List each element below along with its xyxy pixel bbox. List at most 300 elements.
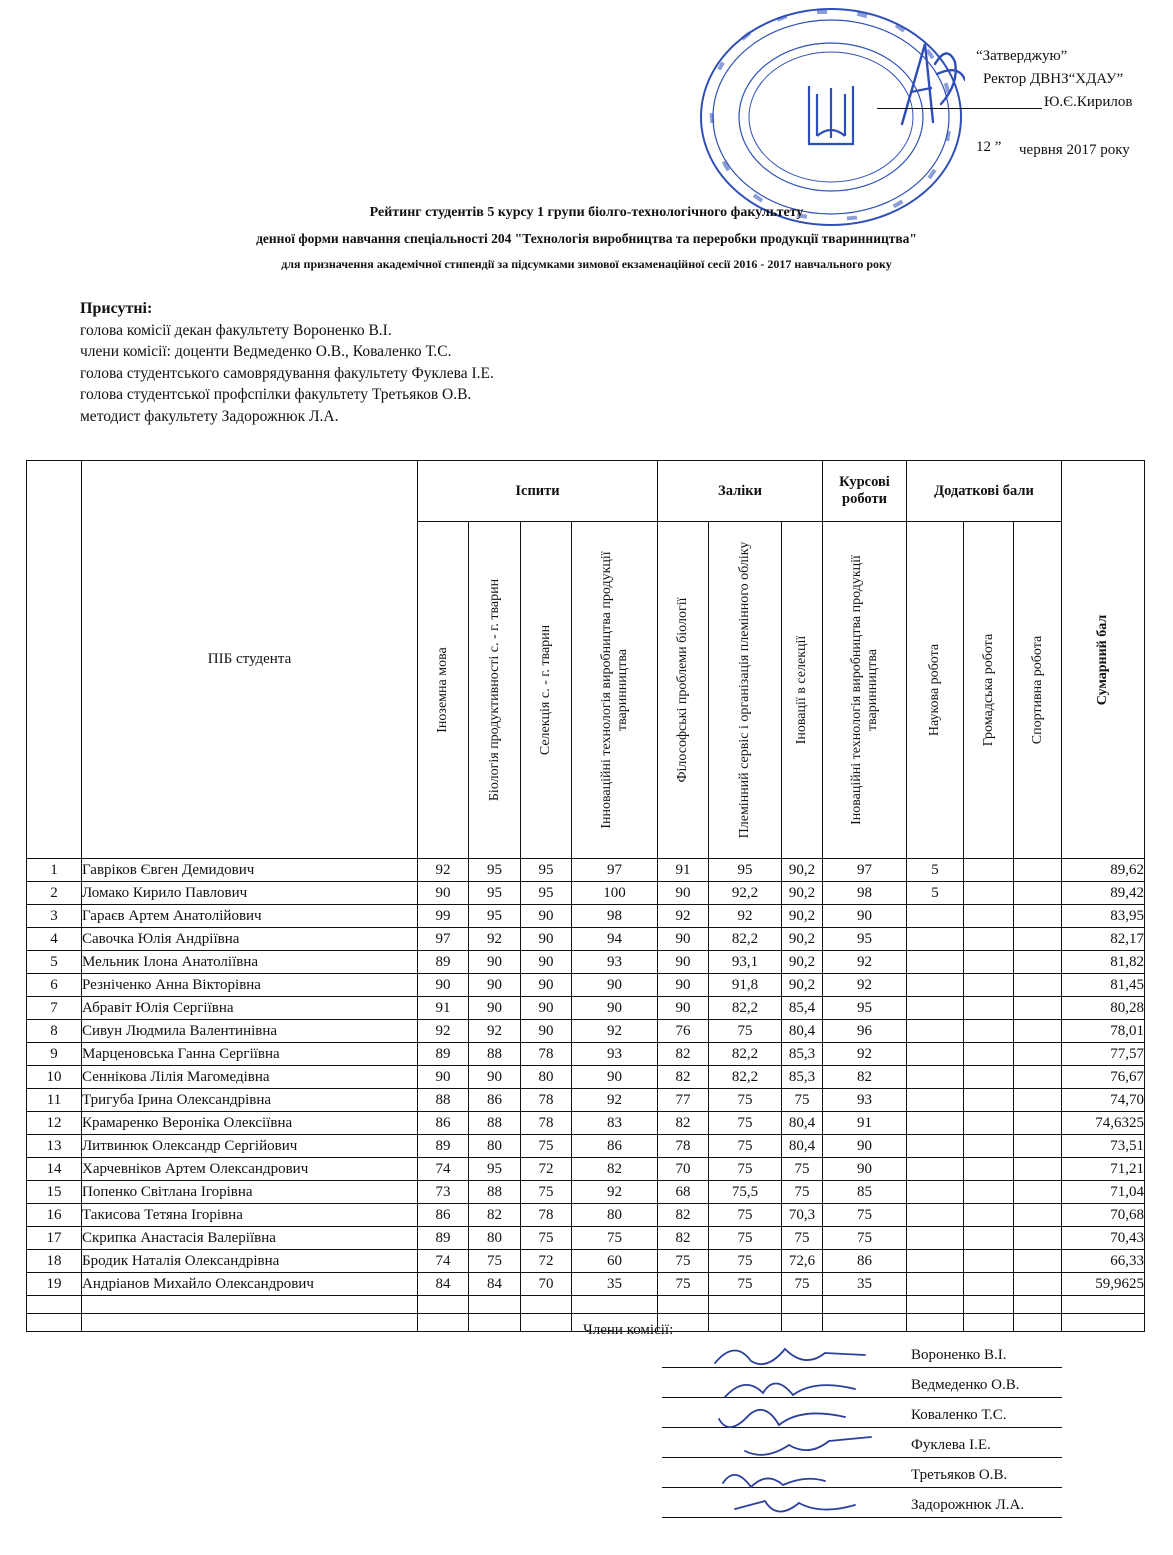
row-number: 7	[27, 997, 82, 1020]
empty-row	[27, 1296, 1145, 1314]
score-cell: 90	[469, 1066, 521, 1089]
score-cell	[1014, 1227, 1062, 1250]
score-cell	[964, 1181, 1014, 1204]
score-cell: 95	[469, 1158, 521, 1181]
score-cell: 90	[521, 997, 572, 1020]
total-score: 89,62	[1062, 859, 1145, 882]
student-name: Сеннікова Лілія Магомедівна	[82, 1066, 418, 1089]
score-cell: 78	[521, 1043, 572, 1066]
score-cell: 92	[572, 1181, 658, 1204]
score-cell: 92	[709, 905, 782, 928]
score-cell: 90	[469, 974, 521, 997]
table-row	[27, 1273, 1145, 1296]
score-cell	[1014, 882, 1062, 905]
row-number: 14	[27, 1158, 82, 1181]
score-cell	[907, 1273, 964, 1296]
score-cell: 85,3	[782, 1043, 823, 1066]
table-row	[27, 1089, 1145, 1112]
empty-cell	[907, 1296, 964, 1314]
table-row	[27, 1227, 1145, 1250]
total-score: 80,28	[1062, 997, 1145, 1020]
present-line: методист факультету Задорожнюк Л.А.	[80, 407, 339, 425]
score-cell: 78	[521, 1112, 572, 1135]
score-cell: 90	[658, 997, 709, 1020]
table-row	[27, 951, 1145, 974]
score-cell: 92	[823, 1043, 907, 1066]
total-score-header	[1062, 461, 1145, 859]
score-cell: 90	[469, 951, 521, 974]
empty-cell	[964, 1314, 1014, 1332]
column-header: Громадська робота	[964, 522, 1014, 859]
approval-date-rest: червня 2017 року	[1019, 142, 1130, 158]
score-cell: 86	[418, 1204, 469, 1227]
score-cell: 80	[572, 1204, 658, 1227]
score-cell: 99	[418, 905, 469, 928]
score-cell: 72	[521, 1250, 572, 1273]
score-cell	[1014, 1135, 1062, 1158]
table-row	[27, 1066, 1145, 1089]
score-cell: 95	[469, 882, 521, 905]
score-cell	[964, 859, 1014, 882]
total-score: 71,04	[1062, 1181, 1145, 1204]
row-number: 12	[27, 1112, 82, 1135]
empty-cell	[907, 1314, 964, 1332]
score-cell: 95	[469, 905, 521, 928]
score-cell: 75	[782, 1158, 823, 1181]
score-cell: 82,2	[709, 1043, 782, 1066]
empty-cell	[709, 1296, 782, 1314]
score-cell: 93	[572, 1043, 658, 1066]
score-cell	[964, 1250, 1014, 1273]
score-cell	[907, 1020, 964, 1043]
score-cell: 82	[572, 1158, 658, 1181]
score-cell: 75	[521, 1181, 572, 1204]
row-number: 8	[27, 1020, 82, 1043]
column-header: Племінний сервіс і організація племінного обліку	[709, 522, 782, 859]
row-number: 4	[27, 928, 82, 951]
score-cell	[907, 974, 964, 997]
total-score: 83,95	[1062, 905, 1145, 928]
total-score: 81,45	[1062, 974, 1145, 997]
score-cell: 84	[469, 1273, 521, 1296]
score-cell	[964, 997, 1014, 1020]
score-cell: 95	[823, 928, 907, 951]
score-cell	[907, 905, 964, 928]
total-score: 70,43	[1062, 1227, 1145, 1250]
approval-post: Ректор ДВНЗ“ХДАУ”	[983, 71, 1124, 87]
table-row	[27, 1181, 1145, 1204]
score-cell: 93	[572, 951, 658, 974]
student-name: Мельник Ілона Анатоліївна	[82, 951, 418, 974]
score-cell: 82	[658, 1043, 709, 1066]
commission-member-name: Третьяков О.В.	[911, 1467, 1008, 1483]
score-cell: 88	[469, 1112, 521, 1135]
column-header: Селекція с. - г. тварин	[521, 522, 572, 859]
score-cell: 82	[658, 1204, 709, 1227]
score-cell: 82,2	[709, 1066, 782, 1089]
score-cell	[907, 1112, 964, 1135]
score-cell: 75	[521, 1227, 572, 1250]
score-cell: 80	[521, 1066, 572, 1089]
score-cell: 82	[823, 1066, 907, 1089]
score-cell: 82	[658, 1066, 709, 1089]
total-score: 74,70	[1062, 1089, 1145, 1112]
empty-cell	[782, 1314, 823, 1332]
credits-group-header: Заліки	[658, 461, 823, 522]
column-header: Іноземна мова	[418, 522, 469, 859]
total-score: 89,42	[1062, 882, 1145, 905]
score-cell: 90	[572, 997, 658, 1020]
row-number: 16	[27, 1204, 82, 1227]
score-cell: 90	[823, 905, 907, 928]
score-cell: 100	[572, 882, 658, 905]
table-row	[27, 1250, 1145, 1273]
student-name: Бродик Наталія Олександрівна	[82, 1250, 418, 1273]
handwritten-signature	[705, 1401, 875, 1435]
score-cell: 75	[709, 1112, 782, 1135]
score-cell: 97	[418, 928, 469, 951]
score-cell: 75	[823, 1204, 907, 1227]
empty-cell	[1062, 1314, 1145, 1332]
empty-cell	[27, 1296, 82, 1314]
score-cell: 98	[823, 882, 907, 905]
document-title: Рейтинг студентів 5 курсу 1 групи біолго-технологічного факультету	[369, 205, 804, 220]
score-cell	[964, 951, 1014, 974]
score-cell: 72,6	[782, 1250, 823, 1273]
table-row	[27, 1043, 1145, 1066]
score-cell: 75	[709, 1250, 782, 1273]
score-cell	[1014, 1066, 1062, 1089]
score-cell: 90	[418, 1066, 469, 1089]
student-name: Андріанов Михайло Олександрович	[82, 1273, 418, 1296]
score-cell	[1014, 1020, 1062, 1043]
empty-cell	[469, 1314, 521, 1332]
total-score: 76,67	[1062, 1066, 1145, 1089]
score-cell	[964, 1112, 1014, 1135]
score-cell	[1014, 1181, 1062, 1204]
score-cell: 98	[572, 905, 658, 928]
row-number: 5	[27, 951, 82, 974]
score-cell: 90	[823, 1135, 907, 1158]
score-cell: 84	[418, 1273, 469, 1296]
score-cell	[907, 1089, 964, 1112]
score-cell: 90,2	[782, 974, 823, 997]
score-cell: 75	[782, 1089, 823, 1112]
row-number: 15	[27, 1181, 82, 1204]
student-name: Попенко Світлана Ігорівна	[82, 1181, 418, 1204]
score-cell: 82,2	[709, 928, 782, 951]
present-line: голова студентського самоврядування факультету Фуклева І.Е.	[80, 364, 494, 382]
student-name-header: ПІБ студента	[82, 461, 418, 859]
empty-cell	[82, 1296, 418, 1314]
score-cell: 68	[658, 1181, 709, 1204]
student-name: Гавріков Євген Демидович	[82, 859, 418, 882]
score-cell: 89	[418, 951, 469, 974]
commission-member-name: Фуклева І.Е.	[911, 1437, 991, 1453]
score-cell: 75	[709, 1273, 782, 1296]
score-cell	[1014, 1112, 1062, 1135]
score-cell	[1014, 905, 1062, 928]
student-name: Марценовська Ганна Сергіївна	[82, 1043, 418, 1066]
row-number: 17	[27, 1227, 82, 1250]
score-cell	[907, 951, 964, 974]
score-cell	[964, 1227, 1014, 1250]
score-cell: 90,2	[782, 882, 823, 905]
column-header: Спортивна робота	[1014, 522, 1062, 859]
score-cell: 80,4	[782, 1112, 823, 1135]
score-cell: 92	[823, 974, 907, 997]
score-cell	[907, 997, 964, 1020]
score-cell: 35	[572, 1273, 658, 1296]
score-cell: 90	[469, 997, 521, 1020]
score-cell	[964, 1066, 1014, 1089]
handwritten-signature	[705, 1371, 875, 1405]
score-cell: 88	[418, 1089, 469, 1112]
score-cell	[964, 1135, 1014, 1158]
student-name: Скрипка Анастасія Валеріївна	[82, 1227, 418, 1250]
empty-cell	[658, 1296, 709, 1314]
coursework-group-header: Курсові роботи	[823, 461, 907, 522]
row-number: 11	[27, 1089, 82, 1112]
score-cell: 90	[658, 882, 709, 905]
handwritten-signature	[705, 1431, 875, 1465]
score-cell: 91	[658, 859, 709, 882]
score-cell	[964, 974, 1014, 997]
student-name: Тригуба Ірина Олександрівна	[82, 1089, 418, 1112]
present-block	[80, 298, 494, 427]
score-cell	[907, 1043, 964, 1066]
total-score: 78,01	[1062, 1020, 1145, 1043]
score-cell: 76	[658, 1020, 709, 1043]
score-cell: 78	[521, 1089, 572, 1112]
score-cell: 90	[418, 882, 469, 905]
score-cell: 78	[521, 1204, 572, 1227]
score-cell	[907, 1250, 964, 1273]
score-cell	[907, 1227, 964, 1250]
student-name: Резніченко Анна Вікторівна	[82, 974, 418, 997]
score-cell: 74	[418, 1158, 469, 1181]
score-cell	[907, 928, 964, 951]
row-number: 9	[27, 1043, 82, 1066]
approval-date-day: 12 ”	[976, 139, 1002, 155]
handwritten-signature	[705, 1341, 875, 1375]
present-line: голова студентської профспілки факультету Третьяков О.В.	[80, 386, 472, 403]
score-cell	[1014, 1204, 1062, 1227]
score-cell	[907, 1204, 964, 1227]
table-row	[27, 1204, 1145, 1227]
rating-table	[26, 460, 1145, 1332]
score-cell: 97	[572, 859, 658, 882]
row-number: 19	[27, 1273, 82, 1296]
score-cell: 95	[521, 882, 572, 905]
score-cell	[964, 1043, 1014, 1066]
approval-signature-line	[877, 108, 1042, 109]
empty-cell	[782, 1296, 823, 1314]
row-number: 13	[27, 1135, 82, 1158]
score-cell: 92	[469, 928, 521, 951]
table-row	[27, 1112, 1145, 1135]
student-name: Ломако Кирило Павлович	[82, 882, 418, 905]
row-number: 6	[27, 974, 82, 997]
score-cell: 80,4	[782, 1135, 823, 1158]
score-cell: 75	[709, 1158, 782, 1181]
score-cell: 75,5	[709, 1181, 782, 1204]
score-cell: 75	[521, 1135, 572, 1158]
empty-cell	[1014, 1296, 1062, 1314]
student-name: Сивун Людмила Валентинівна	[82, 1020, 418, 1043]
row-number: 2	[27, 882, 82, 905]
student-name: Такисова Тетяна Ігорівна	[82, 1204, 418, 1227]
total-score: 73,51	[1062, 1135, 1145, 1158]
score-cell: 85	[823, 1181, 907, 1204]
score-cell	[907, 1135, 964, 1158]
score-cell: 75	[572, 1227, 658, 1250]
score-cell: 75	[709, 1135, 782, 1158]
score-cell: 75	[782, 1181, 823, 1204]
score-cell: 89	[418, 1135, 469, 1158]
score-cell: 90	[823, 1158, 907, 1181]
column-header: Наукова робота	[907, 522, 964, 859]
present-line: члени комісії: доценти Ведмеденко О.В., Коваленко Т.С.	[80, 343, 452, 360]
score-cell: 91,8	[709, 974, 782, 997]
score-cell	[1014, 1043, 1062, 1066]
score-cell: 90	[418, 974, 469, 997]
table-row	[27, 997, 1145, 1020]
student-name: Крамаренко Вероніка Олексіївна	[82, 1112, 418, 1135]
total-score: 82,17	[1062, 928, 1145, 951]
score-cell: 75	[782, 1273, 823, 1296]
score-cell: 78	[658, 1135, 709, 1158]
score-cell: 93	[823, 1089, 907, 1112]
empty-cell	[1014, 1314, 1062, 1332]
score-cell: 90	[572, 974, 658, 997]
score-cell: 85,3	[782, 1066, 823, 1089]
score-cell: 5	[907, 859, 964, 882]
column-header: Філософські проблеми біології	[658, 522, 709, 859]
present-heading: Присутні:	[80, 300, 153, 317]
score-cell: 88	[469, 1043, 521, 1066]
empty-cell	[418, 1314, 469, 1332]
table-row	[27, 905, 1145, 928]
empty-cell	[82, 1314, 418, 1332]
empty-cell	[823, 1314, 907, 1332]
total-score: 81,82	[1062, 951, 1145, 974]
score-cell: 70	[658, 1158, 709, 1181]
score-cell: 97	[823, 859, 907, 882]
score-cell	[1014, 928, 1062, 951]
score-cell: 90	[658, 974, 709, 997]
total-score: 59,9625	[1062, 1273, 1145, 1296]
empty-cell	[964, 1296, 1014, 1314]
table-row	[27, 928, 1145, 951]
empty-cell	[709, 1314, 782, 1332]
row-number: 1	[27, 859, 82, 882]
empty-cell	[1062, 1296, 1145, 1314]
commission-label: Члени комісії:	[583, 1322, 674, 1338]
score-cell: 73	[418, 1181, 469, 1204]
commission-member-name: Коваленко Т.С.	[911, 1407, 1007, 1423]
score-cell: 89	[418, 1043, 469, 1066]
handwritten-signature	[705, 1461, 875, 1495]
total-score: 66,33	[1062, 1250, 1145, 1273]
score-cell: 70,3	[782, 1204, 823, 1227]
column-header: Іновації в селекції	[782, 522, 823, 859]
score-cell	[964, 928, 1014, 951]
score-cell	[964, 1204, 1014, 1227]
score-cell: 35	[823, 1273, 907, 1296]
score-cell: 90	[521, 951, 572, 974]
score-cell	[964, 905, 1014, 928]
row-number: 3	[27, 905, 82, 928]
score-cell: 75	[709, 1204, 782, 1227]
empty-cell	[27, 1314, 82, 1332]
score-cell: 75	[709, 1089, 782, 1112]
student-name: Харчевніков Артем Олександрович	[82, 1158, 418, 1181]
score-cell: 75	[782, 1227, 823, 1250]
score-cell	[964, 1158, 1014, 1181]
score-cell: 90	[521, 1020, 572, 1043]
exams-group-header: Іспити	[418, 461, 658, 522]
table-row	[27, 1020, 1145, 1043]
score-cell: 91	[418, 997, 469, 1020]
score-cell: 90,2	[782, 859, 823, 882]
score-cell: 82	[469, 1204, 521, 1227]
score-cell	[964, 1089, 1014, 1112]
score-cell: 80	[469, 1135, 521, 1158]
total-score-label: Сумарний бал	[1095, 614, 1110, 705]
score-cell: 95	[709, 859, 782, 882]
number-header	[27, 461, 82, 859]
score-cell: 75	[709, 1020, 782, 1043]
score-cell: 86	[823, 1250, 907, 1273]
student-name: Абравіт Юлія Сергіївна	[82, 997, 418, 1020]
row-number: 10	[27, 1066, 82, 1089]
row-number: 18	[27, 1250, 82, 1273]
total-score: 71,21	[1062, 1158, 1145, 1181]
score-cell: 92	[418, 859, 469, 882]
score-cell	[1014, 859, 1062, 882]
score-cell: 95	[469, 859, 521, 882]
score-cell: 70	[521, 1273, 572, 1296]
table-row	[27, 1158, 1145, 1181]
score-cell	[907, 1066, 964, 1089]
score-cell: 90	[658, 928, 709, 951]
score-cell: 75	[709, 1227, 782, 1250]
student-name: Савочка Юлія Андріївна	[82, 928, 418, 951]
score-cell: 96	[823, 1020, 907, 1043]
score-cell: 90	[521, 974, 572, 997]
official-seal	[697, 4, 965, 230]
score-cell	[1014, 1158, 1062, 1181]
document-subtitle: денної форми навчання спеціальності 204 "Технологія виробництва та переробки продукції тваринництва"	[256, 231, 917, 246]
score-cell: 95	[823, 997, 907, 1020]
score-cell: 92,2	[709, 882, 782, 905]
score-cell	[1014, 1089, 1062, 1112]
score-cell	[964, 1020, 1014, 1043]
total-score: 74,6325	[1062, 1112, 1145, 1135]
score-cell: 89	[418, 1227, 469, 1250]
commission-member-name: Задорожнюк Л.А.	[911, 1497, 1025, 1513]
score-cell: 83	[572, 1112, 658, 1135]
score-cell: 80,4	[782, 1020, 823, 1043]
total-score: 77,57	[1062, 1043, 1145, 1066]
score-cell: 90,2	[782, 905, 823, 928]
score-cell: 85,4	[782, 997, 823, 1020]
handwritten-signature	[705, 1491, 875, 1525]
score-cell	[907, 1181, 964, 1204]
score-cell	[1014, 951, 1062, 974]
score-cell: 74	[418, 1250, 469, 1273]
